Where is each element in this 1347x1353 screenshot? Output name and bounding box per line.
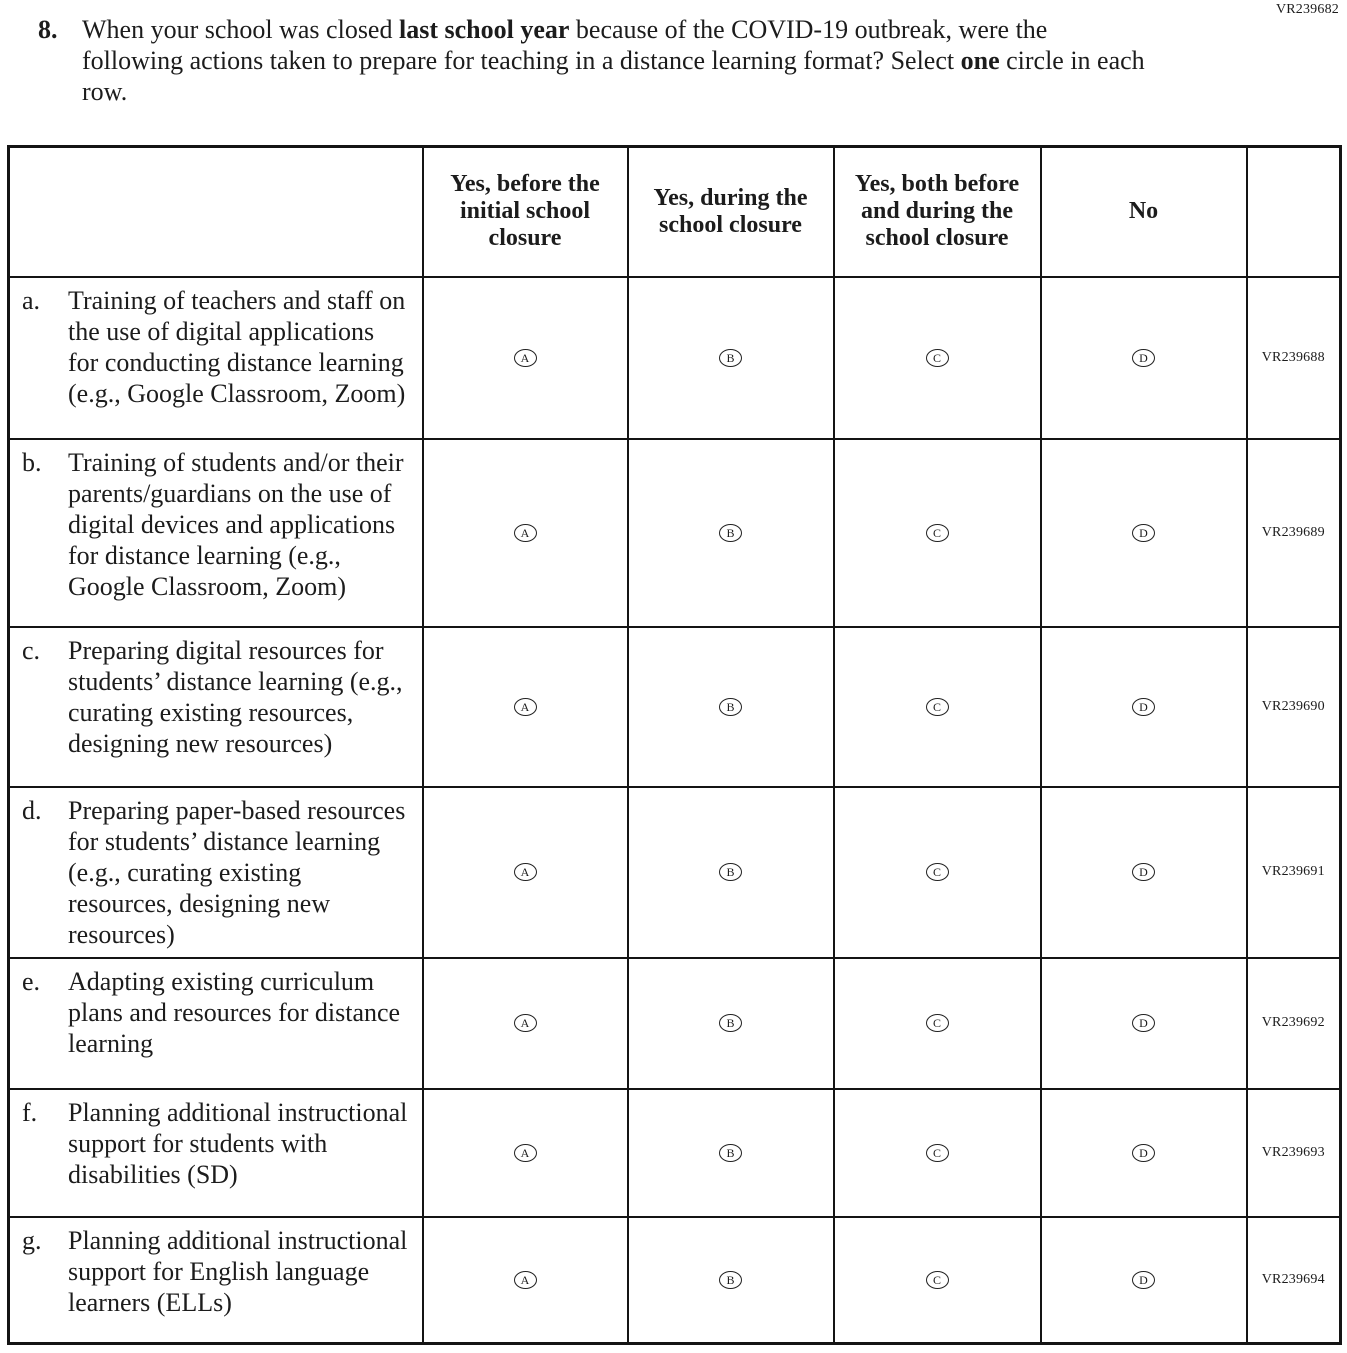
answer-bubble-A[interactable]: A — [514, 1014, 537, 1032]
row-letter: b. — [22, 447, 42, 477]
question-text-bold: last school year — [398, 15, 570, 44]
question-text — [82, 14, 1152, 107]
row-code: VR239688 — [1261, 349, 1325, 365]
table-row-c — [9, 627, 1341, 787]
row-code-cell — [1247, 787, 1341, 958]
column-header-yes-both: Yes, both before and during the school closure — [834, 147, 1041, 277]
option-cell — [423, 1217, 628, 1344]
option-cell — [1041, 958, 1247, 1089]
option-cell — [628, 787, 834, 958]
row-letter: d. — [22, 795, 42, 825]
row-code-cell — [1247, 1089, 1341, 1217]
row-label-cell — [9, 787, 423, 958]
option-cell — [834, 277, 1041, 439]
option-cell — [423, 439, 628, 627]
row-letter: c. — [22, 635, 41, 665]
answer-bubble-B[interactable]: B — [719, 1014, 742, 1032]
option-cell — [834, 1217, 1041, 1344]
answer-bubble-B[interactable]: B — [719, 698, 742, 716]
option-cell — [1041, 1089, 1247, 1217]
question-8 — [38, 14, 1347, 107]
row-text: Planning additional instructional support for English language learners (ELLs) — [68, 1225, 408, 1317]
row-letter: f. — [22, 1097, 38, 1127]
row-code: VR239694 — [1261, 1271, 1325, 1287]
row-label-cell — [9, 627, 423, 787]
question-number: 8. — [38, 15, 58, 44]
row-code-cell — [1247, 958, 1341, 1089]
option-cell — [1041, 277, 1247, 439]
table-row-d — [9, 787, 1341, 958]
option-cell — [1041, 1217, 1247, 1344]
option-cell — [1041, 439, 1247, 627]
page-form-code: VR239682 — [1275, 2, 1339, 17]
row-label-cell — [9, 1089, 423, 1217]
row-text: Adapting existing curriculum plans and resources for distance learning — [68, 966, 401, 1058]
row-code-cell — [1247, 627, 1341, 787]
row-letter: e. — [22, 966, 41, 996]
question-text-bold: one — [960, 46, 1000, 75]
answer-bubble-C[interactable]: C — [926, 698, 949, 716]
row-label-cell — [9, 277, 423, 439]
answer-bubble-B[interactable]: B — [719, 1144, 742, 1162]
option-cell — [834, 958, 1041, 1089]
option-cell — [423, 787, 628, 958]
header-row — [9, 147, 1341, 277]
row-code-cell — [1247, 439, 1341, 627]
question-text-part: because of the COVID-19 outbreak, were the following actions taken to prepare for teaching in a distance learning format? Select — [82, 15, 1048, 75]
answer-bubble-D[interactable]: D — [1132, 1144, 1155, 1162]
option-cell — [628, 627, 834, 787]
option-cell — [628, 958, 834, 1089]
answer-bubble-D[interactable]: D — [1132, 698, 1155, 716]
row-text: Preparing paper-based resources for students’ distance learning (e.g., curating existing resources, designing new resources) — [68, 795, 406, 949]
answer-bubble-B[interactable]: B — [719, 524, 742, 542]
row-code: VR239690 — [1261, 698, 1325, 714]
row-letter: g. — [22, 1225, 42, 1255]
option-cell — [628, 1089, 834, 1217]
answer-bubble-D[interactable]: D — [1132, 1271, 1155, 1289]
answer-bubble-B[interactable]: B — [719, 863, 742, 881]
row-code: VR239691 — [1261, 864, 1325, 879]
answer-bubble-A[interactable]: A — [514, 698, 537, 716]
column-header-yes-before: Yes, before the initial school closure — [423, 147, 628, 277]
row-text: Training of teachers and staff on the use of digital applications for conducting distance learning (e.g., Google Classroom, Zoom) — [68, 285, 406, 408]
answer-bubble-D[interactable]: D — [1132, 863, 1155, 881]
row-label-cell — [9, 1217, 423, 1344]
answer-bubble-A[interactable]: A — [514, 1271, 537, 1289]
question-text-part: When your school was closed — [82, 15, 399, 44]
option-cell — [834, 439, 1041, 627]
answer-bubble-A[interactable]: A — [514, 1144, 537, 1162]
answer-bubble-D[interactable]: D — [1132, 1014, 1155, 1032]
row-label-cell — [9, 439, 423, 627]
answer-bubble-C[interactable]: C — [926, 1014, 949, 1032]
column-header-no: No — [1041, 147, 1247, 277]
stub-header-cell — [9, 147, 423, 277]
question-text-part: circle in each row. — [82, 46, 1145, 106]
option-cell — [834, 627, 1041, 787]
answer-bubble-B[interactable]: B — [719, 1271, 742, 1289]
answer-bubble-D[interactable]: D — [1132, 349, 1155, 367]
option-cell — [628, 439, 834, 627]
answer-bubble-C[interactable]: C — [926, 349, 949, 367]
answer-bubble-C[interactable]: C — [926, 1271, 949, 1289]
answer-bubble-C[interactable]: C — [926, 1144, 949, 1162]
answer-bubble-C[interactable]: C — [926, 863, 949, 881]
row-code-cell — [1247, 277, 1341, 439]
row-code: VR239689 — [1261, 524, 1325, 540]
option-cell — [1041, 627, 1247, 787]
row-text: Preparing digital resources for students’ distance learning (e.g., curating existing resources, designing new resources) — [68, 635, 403, 758]
answer-bubble-A[interactable]: A — [514, 349, 537, 367]
column-header-yes-during: Yes, during the school closure — [628, 147, 834, 277]
table-row-e — [9, 958, 1341, 1089]
answer-bubble-A[interactable]: A — [514, 524, 537, 542]
option-cell — [834, 1089, 1041, 1217]
answer-bubble-C[interactable]: C — [926, 524, 949, 542]
option-cell — [628, 277, 834, 439]
answer-bubble-B[interactable]: B — [719, 349, 742, 367]
row-code: VR239692 — [1261, 1015, 1325, 1030]
row-letter: a. — [22, 285, 41, 315]
table-row-f — [9, 1089, 1341, 1217]
code-column-header — [1247, 147, 1341, 277]
option-cell — [1041, 787, 1247, 958]
table-row-g — [9, 1217, 1341, 1344]
option-cell — [423, 277, 628, 439]
answer-bubble-A[interactable]: A — [514, 863, 537, 881]
row-text: Training of students and/or their parents/guardians on the use of digital devices and applications for distance learning (e.g., Google Classroom, Zoom) — [68, 447, 404, 601]
response-grid — [7, 145, 1342, 1345]
table-row-b — [9, 439, 1341, 627]
option-cell — [834, 787, 1041, 958]
option-cell — [423, 958, 628, 1089]
row-code-cell — [1247, 1217, 1341, 1344]
option-cell — [423, 627, 628, 787]
row-label-cell — [9, 958, 423, 1089]
row-text: Planning additional instructional support for students with disabilities (SD) — [68, 1097, 408, 1189]
option-cell — [423, 1089, 628, 1217]
table-row-a — [9, 277, 1341, 439]
answer-bubble-D[interactable]: D — [1132, 524, 1155, 542]
row-code: VR239693 — [1261, 1144, 1325, 1160]
option-cell — [628, 1217, 834, 1344]
